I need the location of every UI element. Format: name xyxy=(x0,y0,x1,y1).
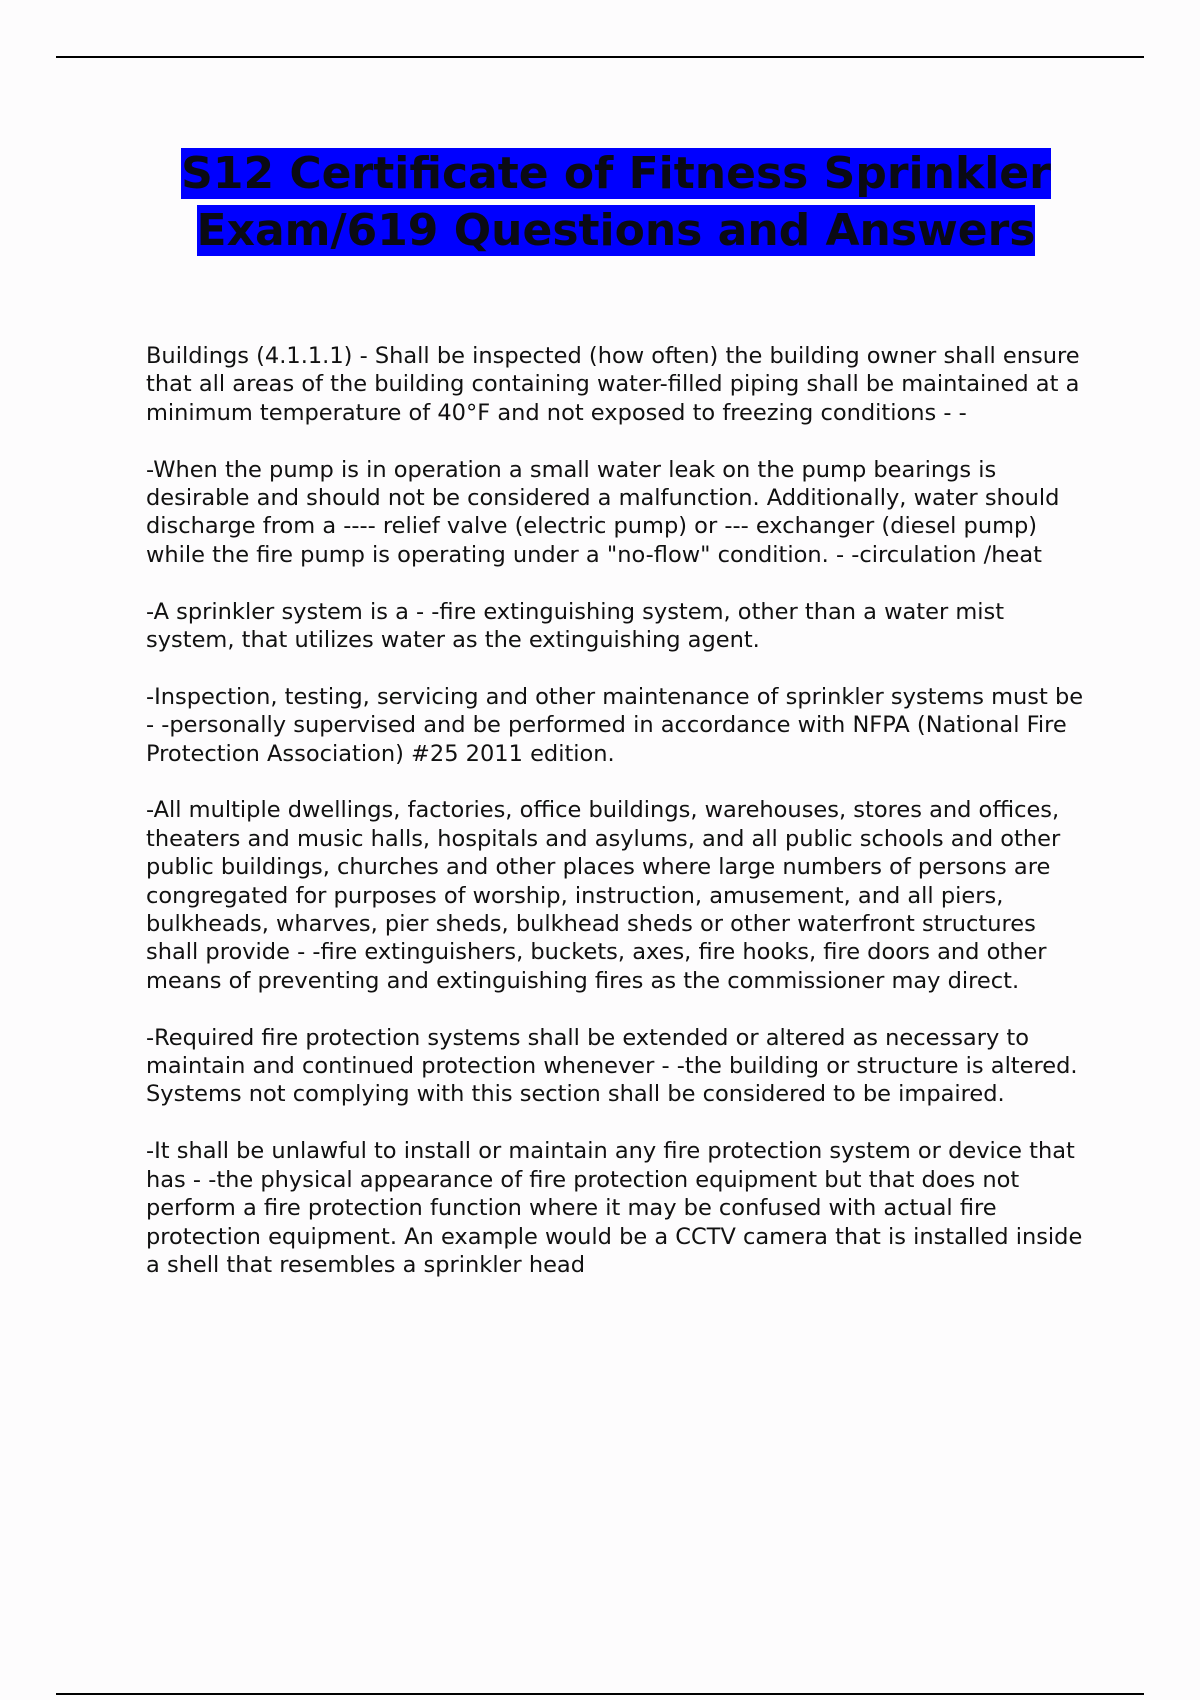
document-body xyxy=(146,342,1091,1308)
paragraph: -Inspection, testing, servicing and other maintenance of sprinkler systems must be - -personally supervised and be performed in accordance with NFPA (National Fire Protection Association) #25 2011 edition. xyxy=(146,683,1084,767)
top-rule xyxy=(56,56,1144,58)
paragraph: -All multiple dwellings, factories, office buildings, warehouses, stores and offices, theaters and music halls, hospitals and asylums, and all public schools and other public buildings, churches and other places where large numbers of persons are congregated for purposes of worship, instruction, amusement, and all piers, bulkheads, wharves, pier sheds, bulkhead sheds or other waterfront structures shall provide - -fire extinguishers, buckets, axes, fire hooks, fire doors and other means of preventing and extinguishing fires as the commissioner may direct. xyxy=(146,797,1061,994)
paragraph: Buildings (4.1.1.1) - Shall be inspected (how often) the building owner shall ensure that all areas of the building containing water-filled piping shall be maintained at a minimum temperature of 40°F and not exposed to freezing conditions - - xyxy=(146,343,1080,426)
paragraph: -A sprinkler system is a - -fire extinguishing system, other than a water mist system, that utilizes water as the extinguishing agent. xyxy=(146,598,1005,654)
paragraph: -Required fire protection systems shall be extended or altered as necessary to maintain and continued protection whenever - -the building or structure is altered. Systems not complying with this section shall be considered to be impaired. xyxy=(146,1024,1078,1108)
bottom-rule xyxy=(56,1693,1144,1695)
paragraph: -It shall be unlawful to install or maintain any fire protection system or device that has - -the physical appearance of fire protection equipment but that does not perform a fire protection function where it may be confused with actual fire protection equipment. An example would be a CCTV camera that is installed inside a shell that resembles a sprinkler head xyxy=(146,1138,1083,1278)
document-title: S12 Certificate of Fitness Sprinkler Exam/619 Questions and Answers xyxy=(181,148,1051,256)
title-block xyxy=(146,145,1086,259)
paragraph: -When the pump is in operation a small water leak on the pump bearings is desirable and should not be considered a malfunction. Additionally, water should discharge from a ---- relief valve (electric pump) or --- exchanger (diesel pump) while the fire pump is operating under a "no-flow" condition. - -circulation /heat xyxy=(146,456,1060,568)
